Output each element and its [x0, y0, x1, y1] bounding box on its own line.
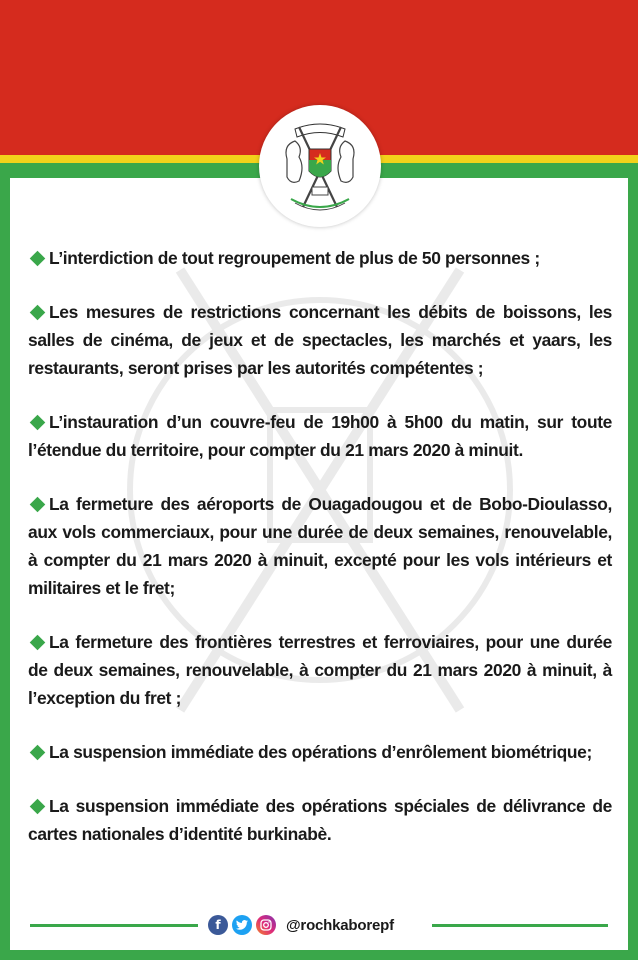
item-text: L’instauration d’un couvre-feu de 19h00 à 5h00 du matin, sur toute l’étendue du territoire, pour compter du 21 mars 2020 à minuit. — [28, 412, 612, 460]
green-diamond-bullet-icon — [30, 415, 46, 431]
item-text: La suspension immédiate des opérations spéciales de délivrance de cartes nationales d’identité burkinabè. — [28, 796, 612, 844]
green-border-left — [0, 163, 10, 960]
green-diamond-bullet-icon — [30, 635, 46, 651]
item-text: La fermeture des aéroports de Ouagadougou et de Bobo-Dioulasso, aux vols commerciaux, pour une durée de deux semaines, renouvelable, à compter du 21 mars 2020 à minuit, excepté pour les vols intérieurs et militaires et le fret; — [28, 494, 612, 598]
instagram-icon[interactable] — [256, 915, 276, 935]
green-diamond-bullet-icon — [30, 745, 46, 761]
green-diamond-bullet-icon — [30, 305, 46, 321]
item-text: La fermeture des frontières terrestres et ferroviaires, pour une durée de deux semaines, renouvelable, à compter du 21 mars 2020 à minuit, à l’exception du fret ; — [28, 632, 612, 708]
footer-divider-left — [30, 924, 198, 927]
green-diamond-bullet-icon — [30, 497, 46, 513]
green-border-bottom — [0, 950, 638, 960]
social-links — [208, 912, 394, 938]
green-diamond-bullet-icon — [30, 251, 46, 267]
list-item — [28, 244, 612, 272]
item-text: La suspension immédiate des opérations d’enrôlement biométrique; — [49, 742, 592, 762]
list-item — [28, 298, 612, 382]
green-border-right — [628, 163, 638, 960]
green-diamond-bullet-icon — [30, 799, 46, 815]
item-text: Les mesures de restrictions concernant les débits de boissons, les salles de cinéma, de jeux et de spectacles, les marchés et yaars, les restaurants, seront prises par les autorités compétentes ; — [28, 302, 612, 378]
list-item — [28, 792, 612, 848]
list-item — [28, 408, 612, 464]
list-item — [28, 490, 612, 602]
burkina-faso-coat-of-arms-icon — [265, 111, 375, 221]
coat-of-arms-seal — [259, 105, 381, 227]
list-item — [28, 628, 612, 712]
twitter-icon[interactable] — [232, 915, 252, 935]
item-text: L’interdiction de tout regroupement de plus de 50 personnes ; — [49, 248, 540, 268]
measures-list — [28, 244, 612, 874]
footer-divider-right — [432, 924, 608, 927]
social-footer — [30, 912, 608, 938]
list-item — [28, 738, 612, 766]
social-handle[interactable]: @rochkaborepf — [286, 916, 394, 934]
facebook-icon[interactable]: f — [208, 915, 228, 935]
